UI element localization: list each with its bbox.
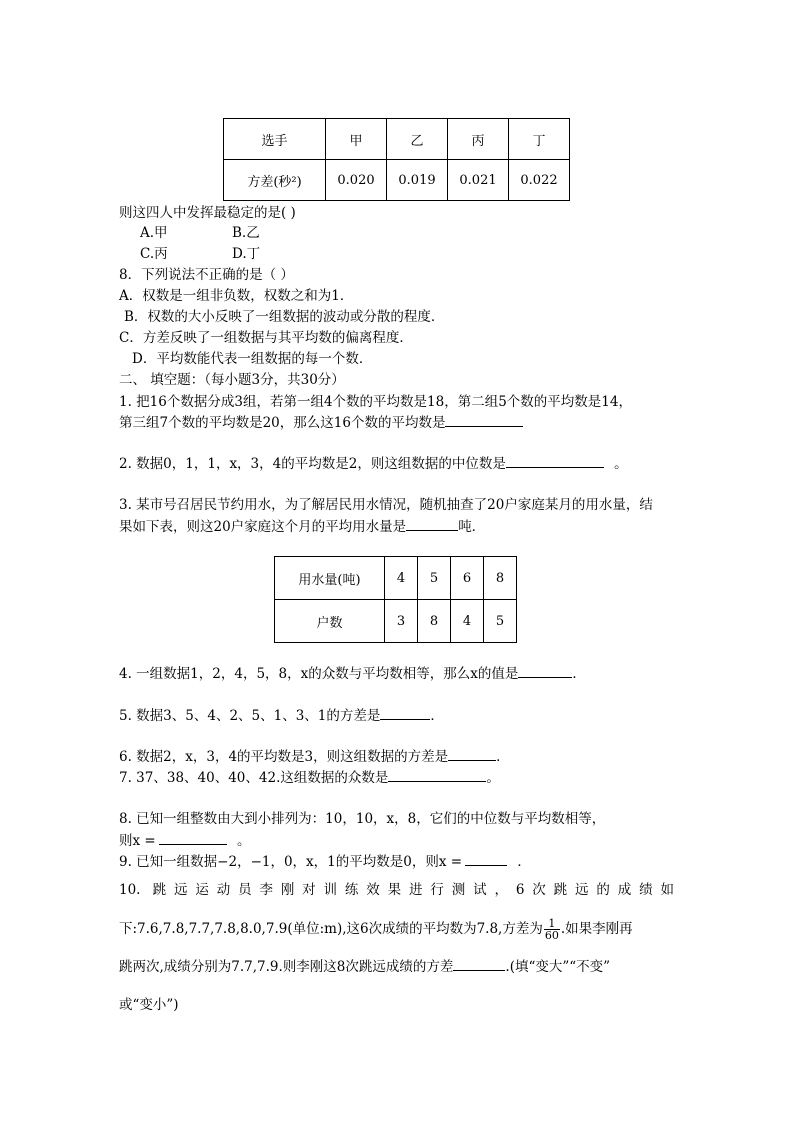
table-cell: 4 xyxy=(385,557,418,600)
f10-text-d: .(填“变大”“不变” xyxy=(505,959,611,975)
table-cell: 0.022 xyxy=(509,160,570,201)
f5-tail: ． xyxy=(430,708,444,724)
f9-text: 9. 已知一组数据−2，−1，0，x，1的平均数是0，则x = xyxy=(119,854,463,870)
table-cell: 选手 xyxy=(224,119,326,160)
f10-line1: 10. 跳远运动员李刚对训练效果进行测试，6次跳远的成绩如 xyxy=(119,882,674,898)
f10-text-c: 跳两次,成绩分别为7.7,7.9.则李刚这8次跳远成绩的方差 xyxy=(119,959,454,975)
f7-tail: 。 xyxy=(486,770,500,786)
f2-line xyxy=(119,453,628,474)
q7-stem: 则这四人中发挥最稳定的是( ) xyxy=(119,205,296,221)
table-cell: 乙 xyxy=(387,119,448,160)
q7-option-c: C.丙 xyxy=(140,246,168,262)
q8-option-c: C．方差反映了一组数据与其平均数的偏离程度． xyxy=(119,330,413,346)
f7-text: 7. 37、38、40、40、42.这组数据的众数是 xyxy=(119,770,389,786)
f5-line xyxy=(119,705,444,726)
table-cell: 5 xyxy=(484,600,517,643)
table-cell: 0.020 xyxy=(326,160,387,201)
f9-line xyxy=(119,851,531,872)
q8-option-a: A．权数是一组非负数，权数之和为1． xyxy=(119,288,354,304)
answer-blank xyxy=(448,746,496,761)
table-row xyxy=(275,600,517,643)
answer-blank xyxy=(506,453,604,468)
f8-line1: 8. 已知一组整数由大到小排列为：10，10，x，8，它们的中位数与平均数相等， xyxy=(119,811,606,827)
f5-text: 5. 数据3、5、4、2、5、1、3、1的方差是 xyxy=(119,708,381,724)
q8-option-b: B．权数的大小反映了一组数据的波动或分散的程度． xyxy=(124,309,445,325)
q7-option-d: D.丁 xyxy=(232,246,261,262)
answer-blank xyxy=(159,830,227,845)
table-cell: 方差(秒²) xyxy=(224,160,326,201)
answer-blank xyxy=(388,767,486,782)
table-cell: 甲 xyxy=(326,119,387,160)
f1-line1: 1. 把16个数据分成3组，若第一组4个数的平均数是18，第二组5个数的平均数是14， xyxy=(119,394,632,410)
table-cell: 0.019 xyxy=(387,160,448,201)
table-cell: 8 xyxy=(484,557,517,600)
table-cell: 丁 xyxy=(509,119,570,160)
q8-stem: 8．下列说法不正确的是（ ） xyxy=(119,267,294,283)
f4-tail: ． xyxy=(572,666,586,682)
f6-text: 6. 数据2，x，3，4的平均数是3，则这组数据的方差是 xyxy=(119,749,449,765)
f3-line2 xyxy=(119,516,485,537)
f6-line xyxy=(119,746,510,767)
variance-table xyxy=(223,118,570,201)
table-cell: 0.021 xyxy=(448,160,509,201)
f3-tail: 吨． xyxy=(458,519,486,535)
table-cell: 4 xyxy=(451,600,484,643)
f1-line2 xyxy=(119,412,523,433)
table-cell: 8 xyxy=(418,600,451,643)
f2-tail: 。 xyxy=(614,456,628,472)
table-cell: 6 xyxy=(451,557,484,600)
answer-blank xyxy=(406,516,458,531)
fraction-denominator: 60 xyxy=(544,929,559,942)
section-heading: 二、 填空题：（每小题3分，共30分） xyxy=(119,372,345,388)
answer-blank xyxy=(445,412,523,427)
f10-line2 xyxy=(119,918,633,941)
f3-line1: 3. 某市号召居民节约用水，为了解居民用水情况，随机抽查了20户家庭某月的用水量，结 xyxy=(119,497,653,513)
f6-tail: ． xyxy=(496,749,510,765)
f2-text: 2. 数据0，1，1，x，3，4的平均数是2，则这组数据的中位数是 xyxy=(119,456,506,472)
answer-blank xyxy=(465,851,507,866)
f8-tail: 。 xyxy=(237,833,251,849)
fraction-numerator: 1 xyxy=(544,918,560,930)
f10-text-b: .如果李刚再 xyxy=(560,921,633,937)
q8-option-d: D．平均数能代表一组数据的每一个数． xyxy=(132,351,373,367)
f7-line xyxy=(119,767,500,788)
f10-line3 xyxy=(119,956,610,977)
f8-line2 xyxy=(119,830,251,851)
table-row xyxy=(275,557,517,600)
f10-line4: 或“变小”) xyxy=(119,997,179,1013)
table-cell: 户数 xyxy=(275,600,385,643)
q7-option-a: A.甲 xyxy=(140,225,168,241)
table-cell: 用水量(吨) xyxy=(275,557,385,600)
fraction xyxy=(544,918,560,941)
f9-tail: ． xyxy=(517,854,531,870)
table-cell: 3 xyxy=(385,600,418,643)
table-row xyxy=(224,160,570,201)
water-usage-table xyxy=(274,556,517,643)
f3-text: 果如下表，则这20户家庭这个月的平均用水量是 xyxy=(119,519,407,535)
answer-blank xyxy=(518,663,572,678)
q7-options-row1 xyxy=(140,223,260,243)
f1-text: 第三组7个数的平均数是20，那么这16个数的平均数是 xyxy=(119,415,446,431)
f4-text: 4. 一组数据1，2，4，5，8，x的众数与平均数相等，那么x的值是 xyxy=(119,666,519,682)
table-cell: 5 xyxy=(418,557,451,600)
answer-blank xyxy=(453,956,505,971)
f4-line xyxy=(119,663,586,684)
table-cell: 丙 xyxy=(448,119,509,160)
answer-blank xyxy=(380,705,430,720)
q7-option-b: B.乙 xyxy=(232,225,260,241)
f8-text: 则x = xyxy=(119,833,156,849)
q7-options-row2 xyxy=(140,244,260,264)
f10-text-a: 下:7.6,7.8,7.7,7.8,8.0,7.9(单位:m),这6次成绩的平均数为7.8,方差为 xyxy=(119,921,543,937)
table-row xyxy=(224,119,570,160)
